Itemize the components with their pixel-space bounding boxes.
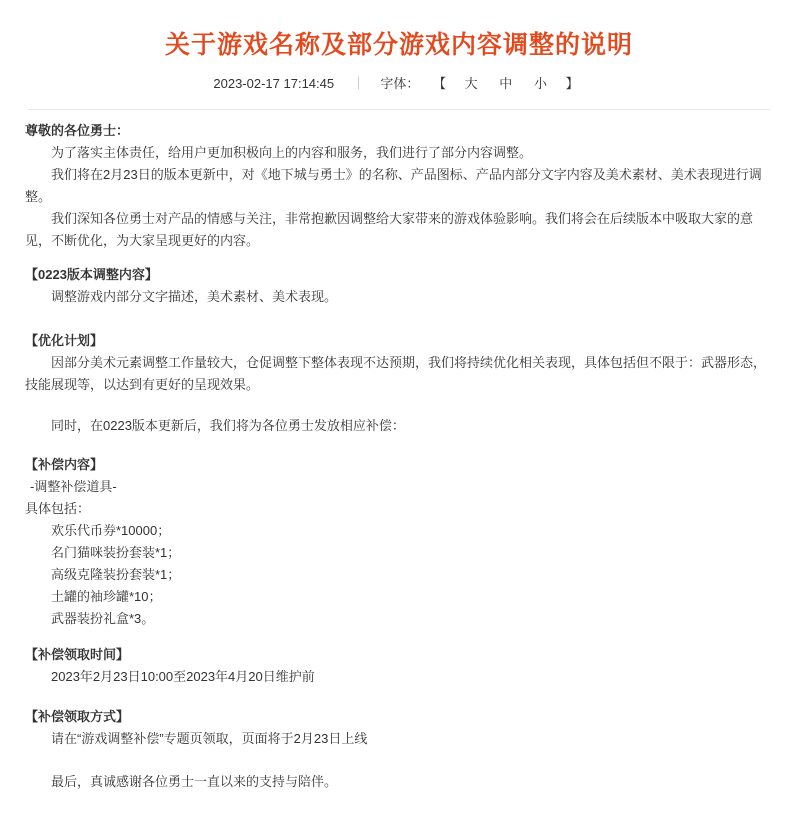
- meta-separator: ｜: [351, 76, 365, 91]
- section-title-compensation-content: 【补偿内容】: [25, 457, 104, 472]
- section-title-claim-method: 【补偿领取方式】: [25, 709, 130, 724]
- section-body-optimization-plan: 因部分美术元素调整工作量较大，仓促调整下整体表现不达预期，我们将持续优化相关表现，具体包括但不限于：武器形态，技能展现等，以达到有更好的呈现效果。: [25, 355, 767, 392]
- section-body-version-adjustment: 调整游戏内部分文字描述，美术素材、美术表现。: [51, 289, 338, 304]
- compensation-subtitle: -调整补偿道具-: [30, 479, 117, 494]
- compensation-item: 名门猫咪装扮套装*1；: [51, 545, 181, 560]
- compensation-item: 土罐的袖珍罐*10；: [51, 589, 162, 604]
- section-title-claim-time: 【补偿领取时间】: [25, 647, 130, 662]
- compensation-item: 武器装扮礼盒*3。: [51, 611, 155, 626]
- section-title-version-adjustment: 【0223版本调整内容】: [25, 267, 158, 282]
- compensation-lead: 具体包括：: [25, 501, 91, 516]
- compensation-intro: 同时，在0223版本更新后，我们将为各位勇士发放相应补偿：: [51, 418, 405, 433]
- intro-paragraph-3: 我们深知各位勇士对产品的情感与关注，非常抱歉因调整给大家带来的游戏体验影响。我们将会在后续版本中吸取大家的意见，不断优化，为大家呈现更好的内容。: [25, 211, 754, 248]
- publish-date: 2023-02-17 17:14:45: [213, 76, 335, 91]
- compensation-item: 高级克隆装扮套装*1；: [51, 567, 181, 582]
- intro-paragraph-2: 我们将在2月23日的版本更新中，对《地下城与勇士》的名称、产品图标、产品内部分文字内容及美术素材、美术表现进行调整。: [25, 167, 762, 204]
- font-bracket-close: 】: [565, 76, 579, 91]
- section-body-claim-method: 请在“游戏调整补偿”专题页领取，页面将于2月23日上线: [51, 731, 368, 746]
- page-title: 关于游戏名称及部分游戏内容调整的说明: [164, 31, 633, 59]
- compensation-item: 欢乐代币券*10000；: [51, 523, 171, 538]
- greeting-text: 尊敬的各位勇士：: [25, 123, 130, 138]
- font-size-label: 字体：: [380, 76, 420, 91]
- intro-paragraph-1: 为了落实主体责任，给用户更加积极向上的内容和服务，我们进行了部分内容调整。: [51, 145, 533, 160]
- meta-line: [0, 76, 798, 92]
- section-title-optimization-plan: 【优化计划】: [25, 333, 104, 348]
- font-size-medium-button[interactable]: 中: [499, 76, 513, 91]
- page-header: [0, 0, 798, 110]
- font-size-large-button[interactable]: 大: [464, 76, 478, 91]
- closing-text: 最后，真诚感谢各位勇士一直以来的支持与陪伴。: [51, 774, 338, 789]
- announcement-body: [0, 110, 798, 833]
- section-body-claim-time: 2023年2月23日10:00至2023年4月20日维护前: [51, 669, 315, 684]
- font-bracket-open: 【: [433, 76, 447, 91]
- font-size-small-button[interactable]: 小: [533, 76, 547, 91]
